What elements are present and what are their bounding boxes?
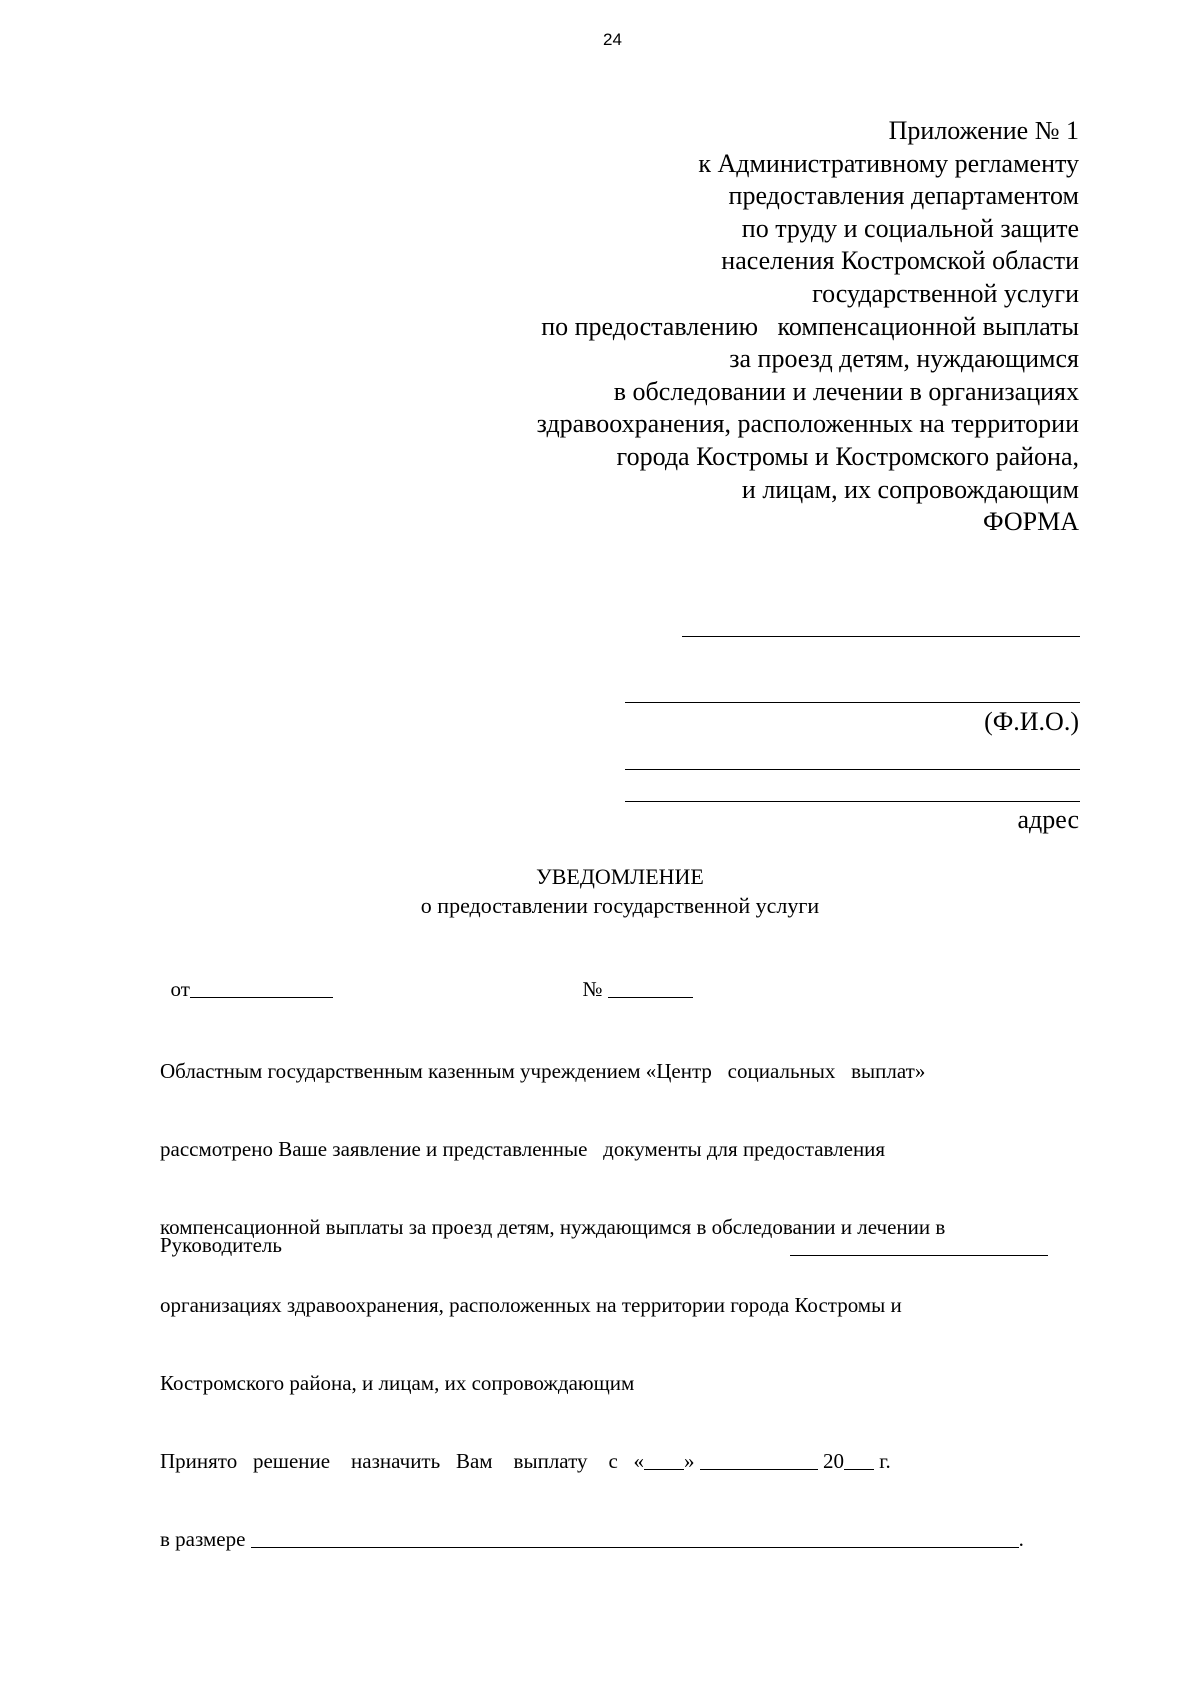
body-line: компенсационной выплаты за проезд детям, нуждающимся в обследовании и лечении в [160, 1215, 946, 1239]
decision-day-blank[interactable] [644, 1468, 684, 1470]
fio-caption: (Ф.И.О.) [984, 707, 1079, 736]
number-row [572, 950, 693, 1002]
body-paragraph [160, 1006, 1024, 1578]
decision-year-suffix: г. [879, 1449, 891, 1473]
recipient-fio-line[interactable] [625, 702, 1080, 703]
appendix-line: города Костромы и Костромского района, [616, 441, 1079, 471]
date-blank[interactable] [190, 996, 333, 998]
notice-title: УВЕДОМЛЕНИЕ [536, 864, 704, 889]
from-label: от [170, 977, 190, 1001]
amount-line [160, 1526, 1024, 1552]
form-label: ФОРМА [983, 507, 1079, 537]
decision-line [160, 1448, 1024, 1474]
number-blank[interactable] [608, 996, 693, 998]
page-number: 24 [603, 30, 622, 49]
body-line: рассмотрено Ваше заявление и представленные документы для предоставления [160, 1137, 886, 1161]
decision-year: 20 [823, 1449, 845, 1473]
body-line: Костромского района, и лицам, их сопровождающим [160, 1371, 635, 1395]
decision-quote-close: » [684, 1449, 695, 1473]
decision-year-blank[interactable] [844, 1468, 874, 1470]
decision-prefix: Принято решение назначить Вам выплату с « [160, 1449, 645, 1473]
number-label: № [582, 977, 603, 1001]
signature-blank[interactable] [790, 1255, 1048, 1256]
signature-label: Руководитель [160, 1233, 282, 1257]
amount-blank[interactable] [251, 1546, 1019, 1548]
appendix-line: населения Костромской области [721, 246, 1079, 276]
date-row [160, 950, 333, 1002]
appendix-line: к Административному регламенту [698, 148, 1079, 178]
appendix-line: по труду и социальной защите [741, 213, 1079, 243]
address-caption: адрес [1017, 805, 1079, 834]
body-line: Областным государственным казенным учреждением «Центр социальных выплат» [160, 1059, 926, 1083]
appendix-header [379, 115, 1079, 539]
notice-subtitle: о предоставлении государственной услуги [420, 893, 820, 918]
decision-month-blank[interactable] [700, 1468, 818, 1470]
recipient-address-line-1[interactable] [625, 769, 1080, 770]
appendix-line: по предоставлению компенсационной выплаты [541, 311, 1079, 341]
body-line: организациях здравоохранения, расположенных на территории города Костромы и [160, 1293, 902, 1317]
recipient-blank-line-1[interactable] [682, 636, 1080, 637]
appendix-line: здравоохранения, расположенных на территории [536, 409, 1079, 439]
appendix-line: государственной услуги [812, 278, 1079, 308]
amount-end: . [1018, 1527, 1024, 1551]
appendix-line: предоставления департаментом [728, 181, 1079, 211]
appendix-line: в обследовании и лечении в организациях [613, 376, 1079, 406]
appendix-line: за проезд детям, нуждающимся [729, 344, 1079, 374]
appendix-line: Приложение № 1 [888, 116, 1079, 145]
amount-label: в размере [160, 1527, 246, 1551]
recipient-address-line-2[interactable] [625, 801, 1080, 802]
appendix-line: и лицам, их сопровождающим [741, 474, 1079, 504]
